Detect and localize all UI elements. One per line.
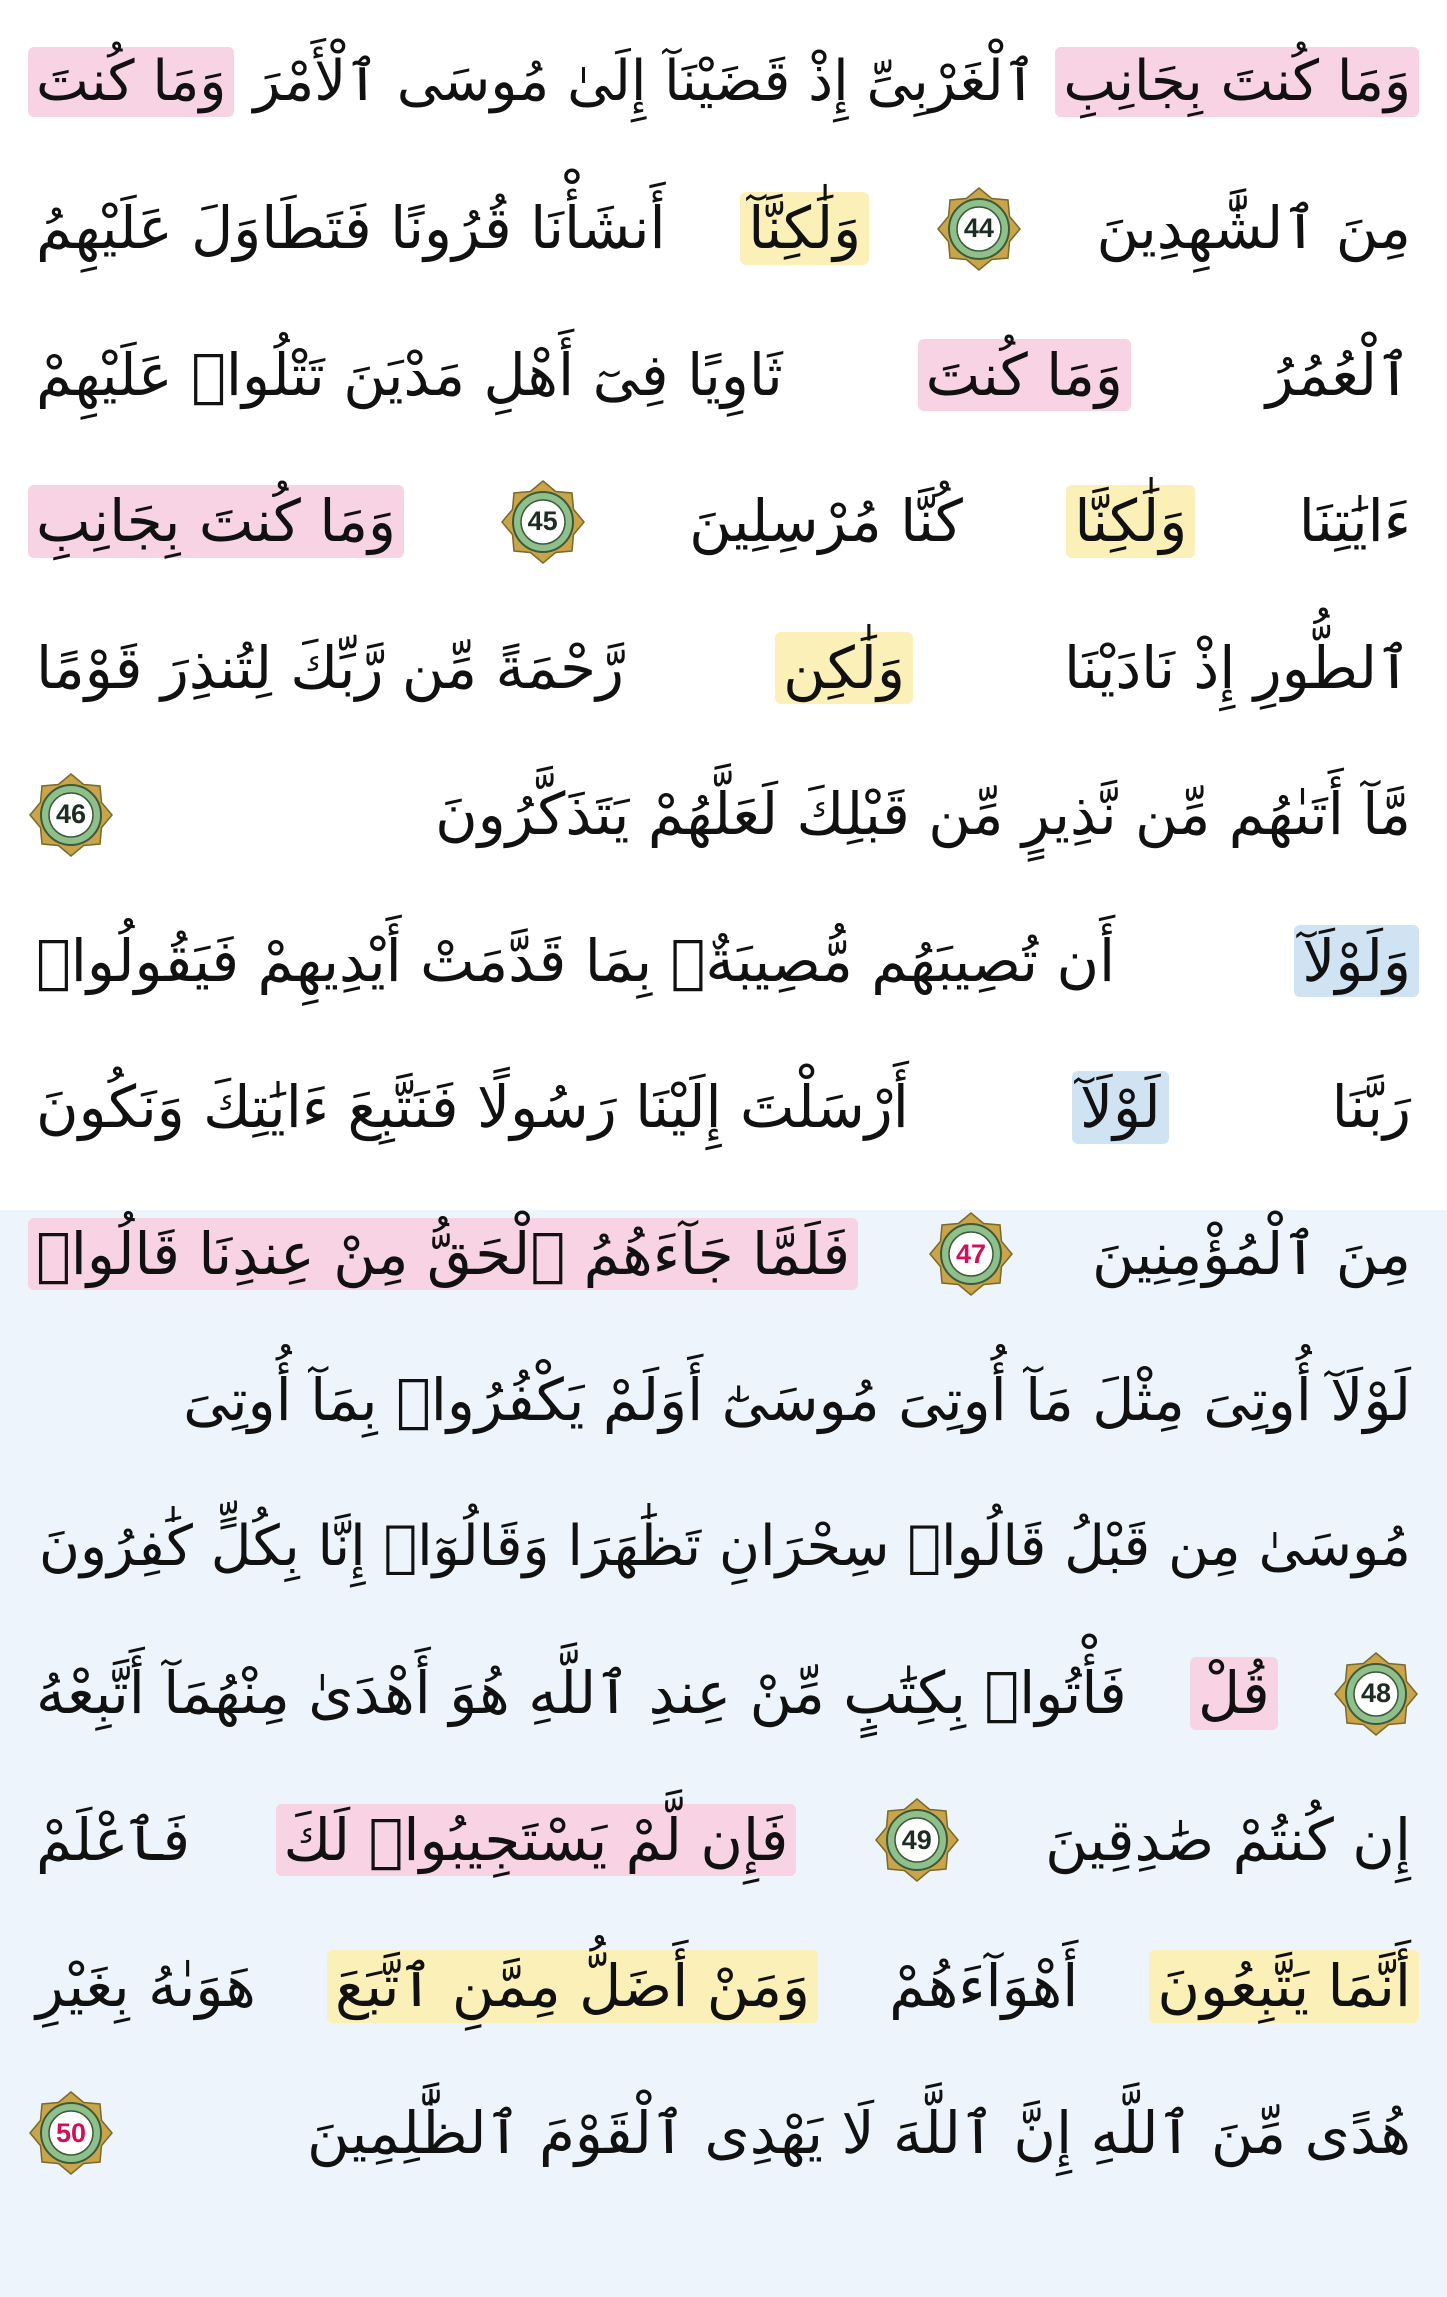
- verse-text: أَرْسَلْتَ إِلَيْنَا رَسُولًا فَنَتَّبِعَ ءَايَٰتِكَ وَنَكُونَ: [36, 1073, 909, 1142]
- highlighted-phrase: وَلَٰكِنَّا: [1066, 485, 1195, 558]
- ayah-number-marker: [500, 479, 586, 565]
- verse-text: فَٱعْلَمْ: [36, 1805, 191, 1874]
- highlighted-phrase: وَمَا كُنتَ بِجَانِبِ: [1055, 47, 1419, 117]
- highlighted-phrase: وَمَنْ أَضَلُّ مِمَّنِ ٱتَّبَعَ: [327, 1950, 818, 2023]
- verse-line: [22, 2067, 1425, 2199]
- ayah-number-marker: [874, 1797, 960, 1883]
- verse-text: هَوَىٰهُ بِغَيْرِ: [36, 1952, 256, 2021]
- verse-text: هُدًى مِّنَ ٱللَّهِ إِنَّ ٱللَّهَ لَا يَهْدِى ٱلْقَوْمَ ٱلظَّٰلِمِينَ: [306, 2098, 1411, 2167]
- verse-text: فَأْتُوا۟ بِكِتَٰبٍ مِّنْ عِندِ ٱللَّهِ هُوَ أَهْدَىٰ مِنْهُمَآ أَتَّبِعْهُ: [36, 1659, 1127, 1728]
- ayah-number-marker: [1333, 1651, 1419, 1737]
- verse-line: [22, 1921, 1425, 2053]
- ayah-number: 44: [963, 213, 994, 243]
- verse-line: [22, 16, 1425, 148]
- verse-text: ٱلْغَرْبِىِّ إِذْ قَضَيْنَآ إِلَىٰ مُوسَى ٱلْأَمْرَ: [253, 49, 1037, 114]
- verse-line: [22, 1335, 1425, 1467]
- verse-text: رَبَّنَا: [1331, 1073, 1411, 1142]
- verse-text: مُوسَىٰ مِن قَبْلُ قَالُوا۟ سِحْرَانِ تَظَٰهَرَا وَقَالُوٓا۟ إِنَّا بِكُلٍّ كَٰفِرُونَ: [38, 1514, 1411, 1579]
- ayah-number-marker: [928, 1211, 1014, 1297]
- verse-line: [22, 163, 1425, 295]
- verse-line: [22, 1042, 1425, 1174]
- highlighted-phrase: وَلَوْلَآ: [1294, 925, 1419, 998]
- verse-text: أَهْوَآءَهُمْ: [889, 1952, 1079, 2021]
- ayah-number-marker: [936, 186, 1022, 272]
- verse-line: [22, 1188, 1425, 1320]
- highlighted-phrase: قُلْ: [1190, 1657, 1278, 1730]
- highlighted-phrase: وَمَا كُنتَ: [918, 339, 1131, 412]
- verse-text: إِن كُنتُمْ صَٰدِقِينَ: [1045, 1805, 1411, 1874]
- verse-text: رَّحْمَةً مِّن رَّبِّكَ لِتُنذِرَ قَوْمًا: [36, 633, 625, 702]
- highlighted-phrase: وَمَا كُنتَ: [28, 47, 234, 117]
- verse-text: مِنَ ٱلشَّٰهِدِينَ: [1096, 194, 1411, 263]
- highlighted-phrase: وَمَا كُنتَ بِجَانِبِ: [28, 485, 404, 558]
- highlighted-phrase: فَإِن لَّمْ يَسْتَجِيبُوا۟ لَكَ: [276, 1804, 797, 1877]
- verse-text: ثَاوِيًا فِىٓ أَهْلِ مَدْيَنَ تَتْلُوا۟ عَلَيْهِمْ: [36, 340, 783, 409]
- highlighted-phrase: وَلَٰكِنَّآ: [740, 192, 869, 265]
- verse-line: [22, 1774, 1425, 1906]
- verse-text: ءَايَٰتِنَا: [1298, 487, 1411, 556]
- ayah-number: 46: [55, 799, 87, 829]
- verse-text: أَن تُصِيبَهُم مُّصِيبَةٌۢ بِمَا قَدَّمَتْ أَيْدِيهِمْ فَيَقُولُوا۟: [36, 926, 1116, 995]
- verse-line: [22, 309, 1425, 441]
- verse-text: ٱلْعُمُرُ: [1265, 340, 1411, 409]
- verse-text: كُنَّا مُرْسِلِينَ: [689, 487, 963, 556]
- highlighted-phrase: وَلَٰكِن: [775, 632, 913, 705]
- verse-line: [22, 602, 1425, 734]
- highlighted-phrase: لَوْلَآ: [1072, 1071, 1169, 1144]
- verse-text: مَّآ أَتَىٰهُم مِّن نَّذِيرٍ مِّن قَبْلِكَ لَعَلَّهُمْ يَتَذَكَّرُونَ: [435, 780, 1411, 849]
- verse-line: [22, 1481, 1425, 1613]
- ayah-number: 50: [55, 2117, 87, 2148]
- verse-text: ٱلطُّورِ إِذْ نَادَيْنَا: [1064, 633, 1411, 702]
- verse-line: [22, 749, 1425, 881]
- highlighted-phrase: فَلَمَّا جَآءَهُمُ ٱلْحَقُّ مِنْ عِندِنَا قَالُوا۟: [28, 1218, 858, 1291]
- verse-line: [22, 1628, 1425, 1760]
- ayah-number-marker: [28, 2090, 114, 2176]
- verse-text: أَنشَأْنَا قُرُونًا فَتَطَاوَلَ عَلَيْهِمُ: [36, 194, 666, 263]
- ayah-number: 45: [527, 506, 558, 536]
- ayah-number: 47: [956, 1238, 987, 1269]
- verse-line: [22, 895, 1425, 1027]
- ayah-number: 48: [1360, 1678, 1392, 1708]
- highlighted-phrase: أَنَّمَا يَتَّبِعُونَ: [1149, 1950, 1419, 2023]
- verse-line: [22, 456, 1425, 588]
- ayah-number-marker: [28, 772, 114, 858]
- verse-text: مِنَ ٱلْمُؤْمِنِينَ: [1091, 1219, 1411, 1288]
- ayah-number: 49: [901, 1824, 932, 1855]
- verse-text: لَوْلَآ أُوتِىَ مِثْلَ مَآ أُوتِىَ مُوسَىٰٓ أَوَلَمْ يَكْفُرُوا۟ بِمَآ أُوتِىَ: [183, 1366, 1411, 1435]
